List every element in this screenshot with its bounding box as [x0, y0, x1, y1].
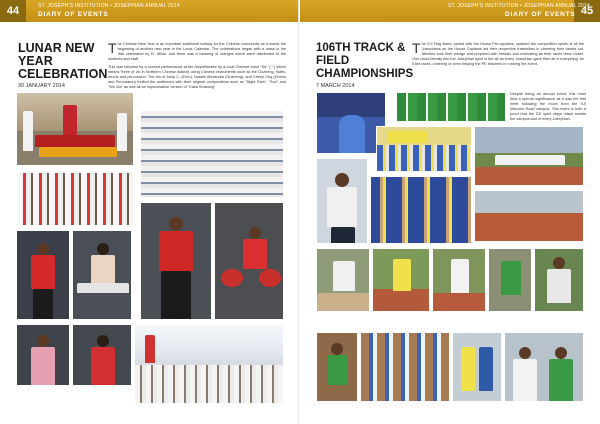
photo-sprinter: [432, 248, 486, 312]
photo-house-banner: [376, 126, 472, 172]
header-section: DIARY OF EVENTS: [505, 11, 576, 18]
title-line: LUNAR NEW: [18, 41, 95, 55]
photo-speaker: [16, 324, 70, 386]
photo-singer: [16, 230, 70, 320]
photo-crowd: [140, 110, 284, 198]
drop-cap: T: [108, 40, 117, 56]
article-body: [108, 42, 286, 93]
title-line: FIELD: [316, 55, 350, 67]
article-title: [18, 42, 108, 81]
photo-lion-dance: [134, 324, 284, 404]
photo-emcee: [72, 324, 132, 386]
page-number: 44: [0, 0, 26, 22]
photo-officials: [504, 332, 584, 402]
article-title: [316, 42, 420, 81]
header-section: DIARY OF EVENTS: [38, 11, 109, 18]
article-date: 30 JANUARY 2014: [18, 83, 65, 89]
photo-photographer: [316, 158, 368, 244]
photo-athlete-bib: [534, 248, 584, 312]
photo-medal-winners: [452, 332, 502, 402]
photo-cheering: [370, 176, 472, 244]
photo-audience: [16, 172, 134, 226]
header-school-line: ST. JOSEPH'S INSTITUTION • JOSEPHIAN ANNUAL 2014: [38, 3, 180, 9]
paragraph: he SJI Flag Band, paired with the House Pre-captains, sparked the competition spirits of all the Josephians as the House Captains led their respective fraternities in cheering their hearts out. Athletes took their pledge and prepared with medals and motivating as their races drew closer. One could literally feel the Josephian spirit in the air as every Josephian gave their all in everything, be it the races, cheering or even helping the PE teachers in running the event.: [412, 42, 585, 66]
header-school-line: ST. JOSEPH'S INSTITUTION • JOSEPHIAN ANNUAL 2014: [448, 3, 590, 9]
title-line: CELEBRATION: [18, 67, 108, 81]
photo-green-team: [396, 92, 506, 122]
right-page: [300, 0, 600, 424]
photo-hurdles: [372, 248, 430, 312]
drop-cap: T: [412, 40, 421, 56]
photo-sprint-start: [474, 126, 584, 186]
photo-long-jump: [316, 248, 370, 312]
paragraph: Despite being an annual event, this meet held a special significance as it was the first meet following the move from the SJI Malcolm Road campus. This event is both a proof that the SJI spirit stays intact amidst the campus and in every Josephian.: [510, 92, 586, 121]
photo-finish-line: [360, 332, 450, 402]
page-number: 45: [574, 0, 600, 22]
photo-track-runner: [316, 332, 358, 402]
photo-jumper: [488, 248, 532, 312]
photo-guzheng: [72, 230, 132, 320]
photo-mass: [16, 92, 134, 166]
article-date: 7 MARCH 2014: [316, 83, 355, 89]
article-body: [412, 42, 584, 70]
photo-relay: [474, 190, 584, 242]
paragraph: This was followed by a concert performance at the Amphitheatre by a local Chinese band "Sa" (三) which means 'three of us' in Northern Chinese dialect) using Chinese instruments such as the Guzheng, flutes, drums and percussion. The trio of Andy C. (Erhu), Natalie Alexandra (Guzheng), and Cheryl Ong (Drums and Percussion) thrilled the audiences with their original compositions such as "Night Rain", "Sun" and "Wu Xia" as well as an improvisation version of "Kasa Seasong".: [108, 65, 286, 89]
photo-drummer: [214, 202, 284, 320]
photo-erhu: [140, 202, 212, 320]
paragraph: he Chinese New Year is an important traditional holiday for the Chinese community as it marks the beginning of another new year in the Lunar Calendar. The celebrations began with a mass in the Hall celebrated by Fr. Millar, and there was a blessing of oranges which were distributed to the students and staff.: [108, 42, 286, 61]
title-line: YEAR: [18, 54, 53, 68]
article-body-2: [510, 92, 586, 125]
title-line: 106TH TRACK &: [316, 42, 406, 54]
title-line: CHAMPIONSHIPS: [316, 68, 414, 80]
